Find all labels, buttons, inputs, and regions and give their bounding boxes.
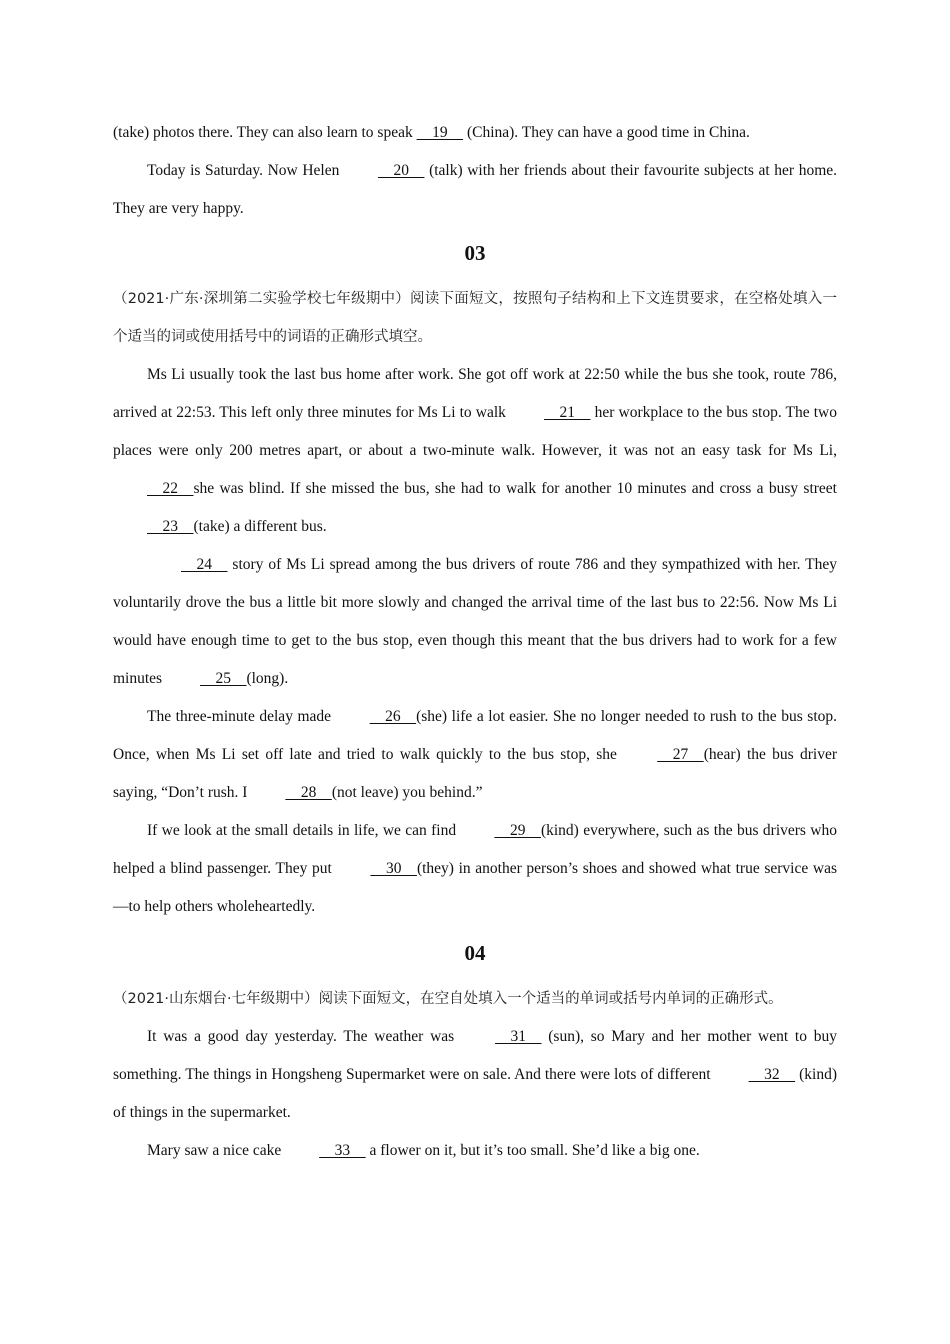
answer-blank: 32 bbox=[748, 1066, 796, 1083]
answer-blank: 30 bbox=[370, 860, 417, 877]
passage-text: (sun), so Mary and her mother went to buy something. The things in Hongsheng Supermarket were on sale. And there were lots of different bbox=[113, 1028, 837, 1083]
answer-blank: 21 bbox=[544, 404, 591, 421]
section-heading-03: 03 bbox=[464, 241, 486, 265]
answer-blank: 20 bbox=[377, 162, 425, 179]
passage-text: (kind) of things in the supermarket. bbox=[113, 1066, 837, 1121]
continued-passage bbox=[113, 114, 837, 228]
passage-text: The three-minute delay made bbox=[147, 708, 336, 725]
passage-text: Mary saw a nice cake bbox=[147, 1142, 286, 1159]
section-heading-04: 04 bbox=[464, 941, 486, 965]
section-04-instruction: （2021·山东烟台·七年级期中）阅读下面短文，在空自处填入一个适当的单词或括号内单词的正确形式。 bbox=[113, 991, 783, 1007]
passage-text: a flower on it, but it’s too small. She’d like a big one. bbox=[365, 1142, 700, 1159]
answer-blank: 33 bbox=[319, 1142, 366, 1159]
answer-blank: 22 bbox=[147, 480, 194, 497]
passage-text: she was blind. If she missed the bus, she had to walk for another 10 minutes and cross a busy street bbox=[193, 480, 837, 497]
answer-blank: 24 bbox=[181, 556, 228, 573]
passage-paragraph bbox=[113, 812, 837, 926]
passage-paragraph bbox=[113, 698, 837, 812]
passage-text: (not leave) you behind.” bbox=[331, 784, 483, 801]
passage-text: (take) photos there. They can also learn to speak bbox=[113, 124, 417, 141]
passage-text: (long). bbox=[246, 670, 289, 687]
passage-paragraph bbox=[113, 114, 837, 152]
passage-text: Today is Saturday. Now Helen bbox=[147, 162, 344, 179]
passage-text: It was a good day yesterday. The weather was bbox=[147, 1028, 461, 1045]
answer-blank: 31 bbox=[494, 1028, 542, 1045]
answer-blank: 25 bbox=[199, 670, 247, 687]
page-content bbox=[113, 114, 837, 1170]
answer-blank: 27 bbox=[657, 746, 704, 763]
answer-blank: 29 bbox=[494, 822, 541, 839]
passage-text: (take) a different bus. bbox=[193, 518, 327, 535]
passage-paragraph bbox=[113, 546, 837, 698]
passage-text: (they) in another person’s shoes and showed what true service was—to help others wholeheartedly. bbox=[113, 860, 837, 915]
answer-blank: 19 bbox=[416, 124, 464, 141]
passage-text: her workplace to the bus stop. The two places were only 200 metres apart, or about a two-minute walk. However, it was not an easy task for Ms Li, bbox=[113, 404, 837, 459]
passage-paragraph bbox=[113, 1018, 837, 1132]
passage-paragraph bbox=[113, 152, 837, 228]
passage-text: (kind) everywhere, such as the bus drivers who helped a blind passenger. They put bbox=[113, 822, 837, 877]
passage-text: If we look at the small details in life, we can find bbox=[147, 822, 461, 839]
section-03-passage bbox=[113, 356, 837, 926]
answer-blank: 26 bbox=[369, 708, 417, 725]
answer-blank: 28 bbox=[285, 784, 332, 801]
passage-text: (hear) the bus driver saying, “Don’t rush. I bbox=[113, 746, 837, 801]
passage-paragraph bbox=[113, 1132, 837, 1170]
passage-text: story of Ms Li spread among the bus drivers of route 786 and they sympathized with her. They voluntarily drove the bus a little bit more slowly and changed the arrival time of the last bus to 22:56. Now Ms Li would have enough time to get to the bus stop, even though this meant that the bus drivers had to work for a few minutes bbox=[113, 556, 837, 687]
answer-blank: 23 bbox=[147, 518, 194, 535]
passage-text: Ms Li usually took the last bus home after work. She got off work at 22:50 while the bus she took, route 786, arrived at 22:53. This left only three minutes for Ms Li to walk bbox=[113, 366, 837, 421]
section-04-passage bbox=[113, 1018, 837, 1170]
passage-text: (China). They can have a good time in China. bbox=[463, 124, 750, 141]
passage-text: (talk) with her friends about their favourite subjects at her home. They are very happy. bbox=[113, 162, 838, 217]
passage-text: (she) life a lot easier. She no longer needed to rush to the bus stop. Once, when Ms Li set off late and tried to walk quickly to the bus stop, she bbox=[113, 708, 838, 763]
section-03-instruction: （2021·广东·深圳第二实验学校七年级期中）阅读下面短文，按照句子结构和上下文连贯要求，在空格处填入一个适当的词或使用括号中的词语的正确形式填空。 bbox=[113, 291, 837, 345]
passage-paragraph bbox=[113, 356, 837, 546]
